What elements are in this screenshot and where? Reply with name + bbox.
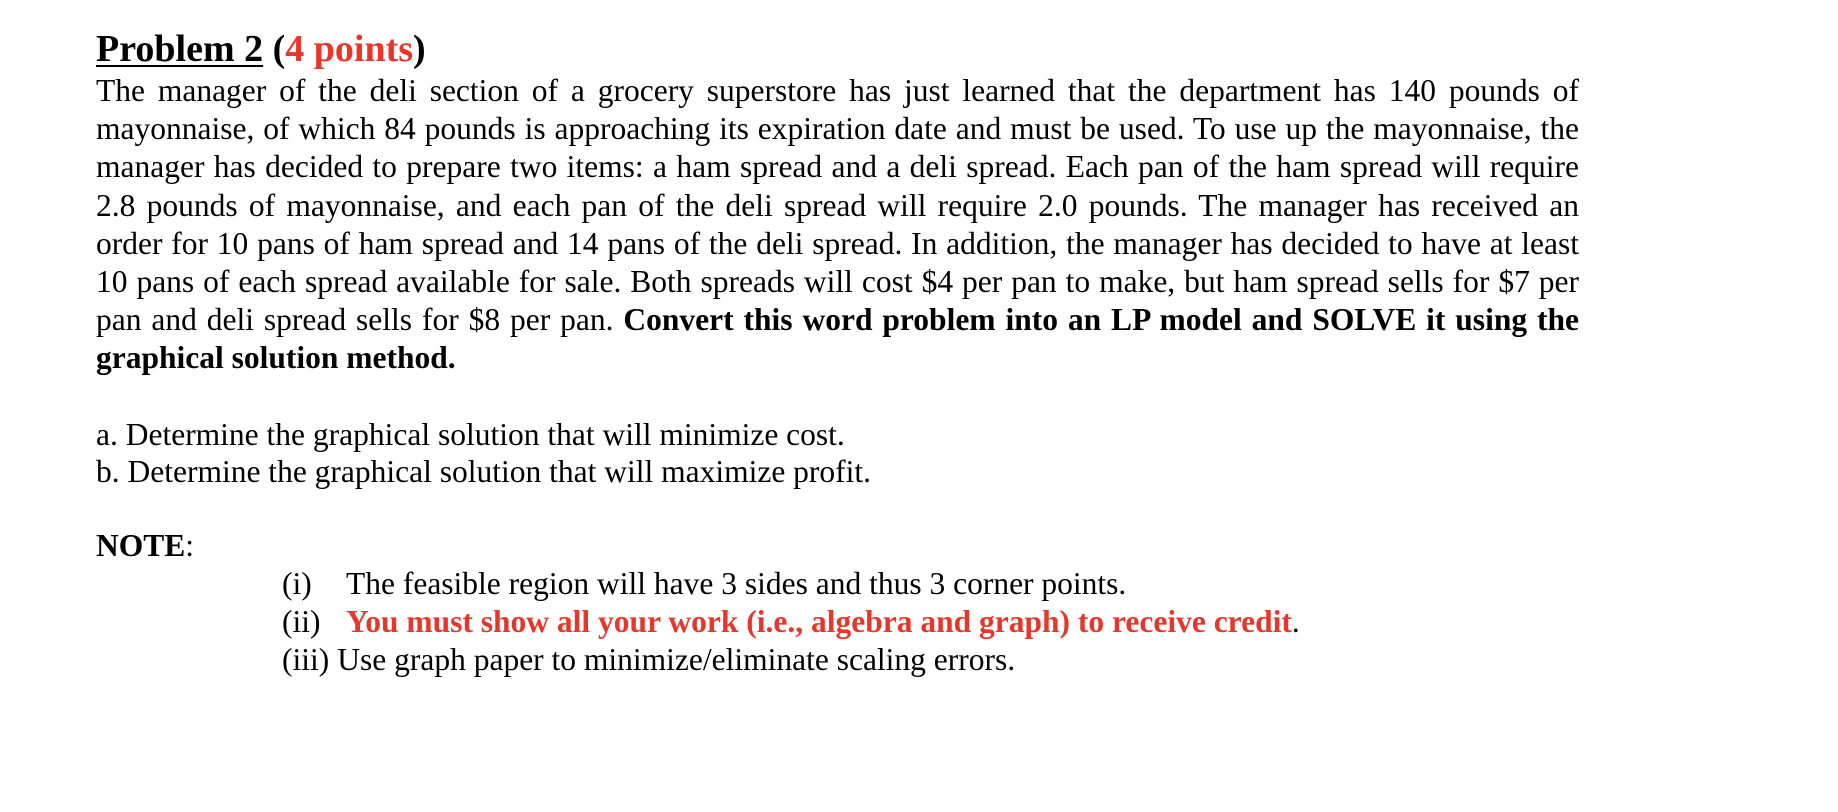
- question-list: [96, 416, 1596, 490]
- note-label: NOTE: [96, 527, 186, 563]
- points-label: 4 points: [285, 28, 414, 70]
- note-text-emphasis: You must show all your work (i.e., algebra and graph) to receive credit: [346, 603, 1292, 639]
- note-number: (ii): [282, 603, 321, 639]
- note-number: (iii): [282, 641, 330, 677]
- open-paren: (: [263, 28, 286, 70]
- question-b: b. Determine the graphical solution that will maximize profit.: [96, 453, 872, 489]
- note-colon: :: [185, 527, 195, 563]
- note-text: The feasible region will have 3 sides and thus 3 corner points.: [346, 565, 1127, 601]
- problem-statement: [96, 72, 1579, 378]
- note-item: [282, 641, 1596, 679]
- problem-title: Problem 2: [96, 28, 264, 70]
- note-item: [282, 603, 1596, 641]
- problem-document: [96, 26, 1596, 679]
- note-text: Use graph paper to minimize/eliminate scaling errors.: [337, 641, 1016, 677]
- note-list: [282, 565, 1596, 679]
- note-item: [282, 565, 1596, 603]
- note-suffix: .: [1291, 603, 1300, 639]
- question-a: a. Determine the graphical solution that will minimize cost.: [96, 416, 845, 452]
- note-number: (i): [282, 565, 312, 601]
- note-heading: [96, 527, 1596, 565]
- close-paren: ): [413, 28, 426, 70]
- statement-instruction: Convert this word problem into an LP model and SOLVE it using the graphical solution method.: [96, 302, 1579, 376]
- problem-heading: [96, 26, 1596, 72]
- statement-text: The manager of the deli section of a grocery superstore has just learned that the department has 140 pounds of mayonnaise, of which 84 pounds is approaching its expiration date and must be used. To use up the mayonnaise, the manager has decided to prepare two items: a ham spread and a deli spread. Each pan of the ham spread will require 2.8 pounds of mayonnaise, and each pan of the deli spread will require 2.0 pounds. The manager has received an order for 10 pans of ham spread and 14 pans of the deli spread. In addition, the manager has decided to have at least 10 pans of each spread available for sale. Both spreads will cost $4 per pan to make, but ham spread sells for $7 per pan and deli spread sells for $8 per pan.: [96, 73, 1579, 338]
